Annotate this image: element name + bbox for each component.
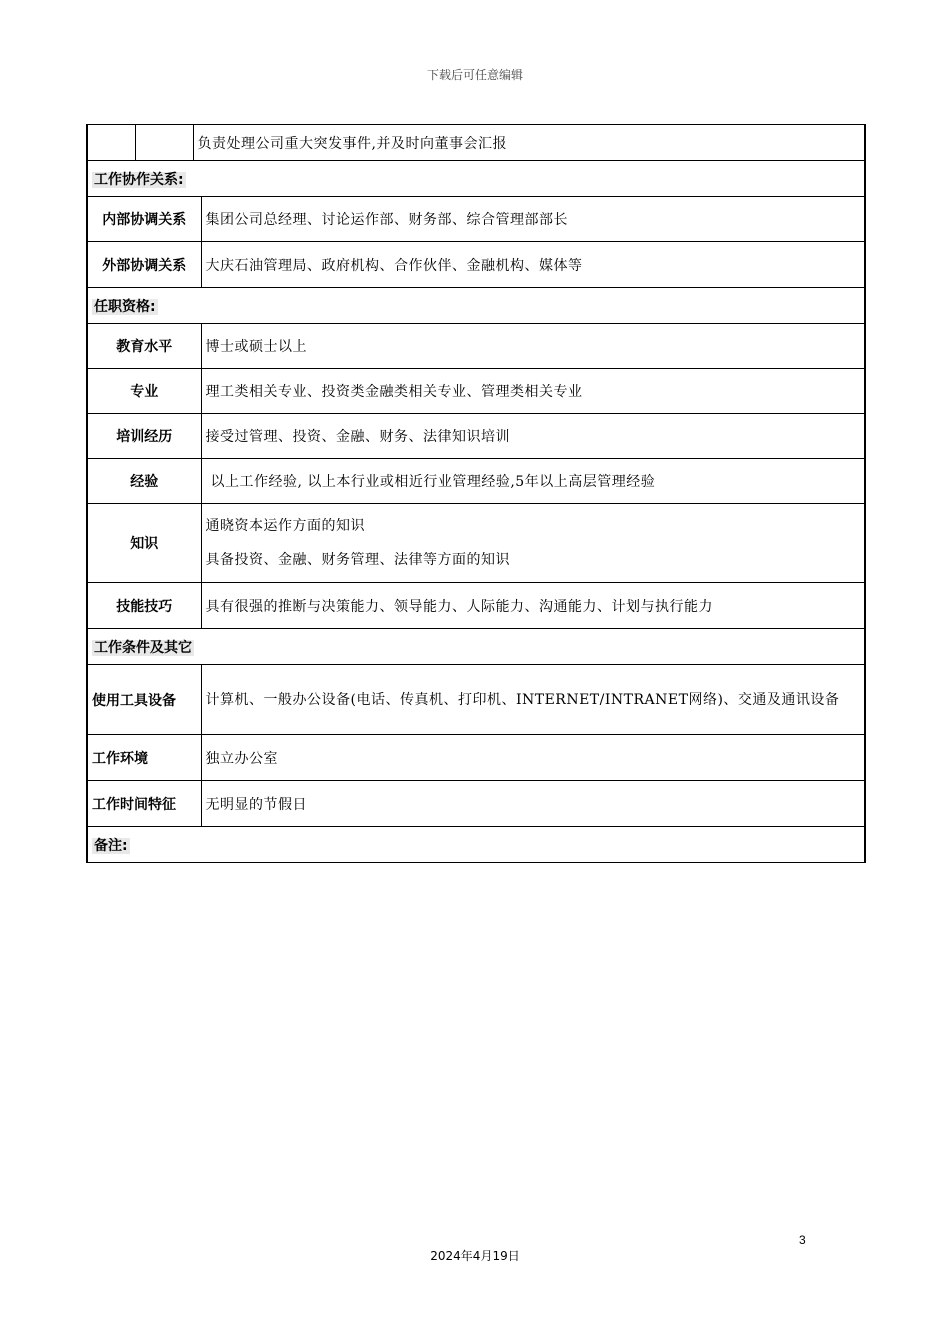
- skills-row: [87, 583, 865, 629]
- page-number: 3: [799, 1233, 806, 1247]
- section-collaboration: [87, 161, 865, 197]
- knowledge-label: 知识: [87, 504, 201, 583]
- tools-row: [87, 665, 865, 735]
- footer-date: 2024年4月19日: [430, 1249, 520, 1263]
- environment-label: 工作环境: [87, 735, 201, 781]
- tools-label: 使用工具设备: [87, 665, 201, 735]
- internal-relations-label: 内部协调关系: [87, 197, 201, 242]
- knowledge-line-2: 具备投资、金融、财务管理、法律等方面的知识: [205, 552, 510, 568]
- page-header: 下载后可任意编辑: [426, 68, 523, 82]
- skills-label: 技能技巧: [87, 583, 201, 629]
- section-remarks: [87, 827, 865, 863]
- section-remarks-title: 备注:: [94, 837, 128, 854]
- knowledge-row: [87, 504, 865, 583]
- major-row: [87, 369, 865, 414]
- major-label: 专业: [87, 369, 201, 414]
- section-collaboration-title: 工作协作关系:: [94, 171, 184, 188]
- knowledge-value: [201, 504, 865, 583]
- environment-value: 独立办公室: [201, 735, 865, 781]
- duty-blank-cell: [135, 125, 193, 161]
- internal-relations-row: [87, 197, 865, 242]
- experience-value: 以上工作经验, 以上本行业或相近行业管理经验,5年以上高层管理经验: [201, 459, 865, 504]
- skills-value: 具有很强的推断与决策能力、领导能力、人际能力、沟通能力、计划与执行能力: [201, 583, 865, 629]
- work-time-value: 无明显的节假日: [201, 781, 865, 827]
- major-value: 理工类相关专业、投资类金融类相关专业、管理类相关专业: [201, 369, 865, 414]
- work-time-row: [87, 781, 865, 827]
- education-label: 教育水平: [87, 324, 201, 369]
- section-qualifications: [87, 288, 865, 324]
- training-value: 接受过管理、投资、金融、财务、法律知识培训: [201, 414, 865, 459]
- experience-row: [87, 459, 865, 504]
- education-value: 博士或硕士以上: [201, 324, 865, 369]
- work-time-label: 工作时间特征: [87, 781, 201, 827]
- experience-label: 经验: [87, 459, 201, 504]
- section-qualifications-title: 任职资格:: [94, 298, 156, 315]
- training-label: 培训经历: [87, 414, 201, 459]
- section-conditions: [87, 629, 865, 665]
- tools-value: 计算机、一般办公设备(电话、传真机、打印机、INTERNET/INTRANET网络)、交通及通讯设备: [201, 665, 865, 735]
- external-relations-row: [87, 242, 865, 288]
- external-relations-value: 大庆石油管理局、政府机构、合作伙伴、金融机构、媒体等: [201, 242, 865, 288]
- duty-text: 负责处理公司重大突发事件,并及时向董事会汇报: [193, 125, 865, 161]
- duty-row: [87, 125, 865, 161]
- training-row: [87, 414, 865, 459]
- knowledge-line-1: 通晓资本运作方面的知识: [205, 518, 365, 534]
- education-row: [87, 324, 865, 369]
- environment-row: [87, 735, 865, 781]
- duty-index-cell: [87, 125, 135, 161]
- external-relations-label: 外部协调关系: [87, 242, 201, 288]
- job-description-table: [86, 124, 866, 863]
- section-conditions-title: 工作条件及其它: [94, 639, 192, 656]
- internal-relations-value: 集团公司总经理、讨论运作部、财务部、综合管理部部长: [201, 197, 865, 242]
